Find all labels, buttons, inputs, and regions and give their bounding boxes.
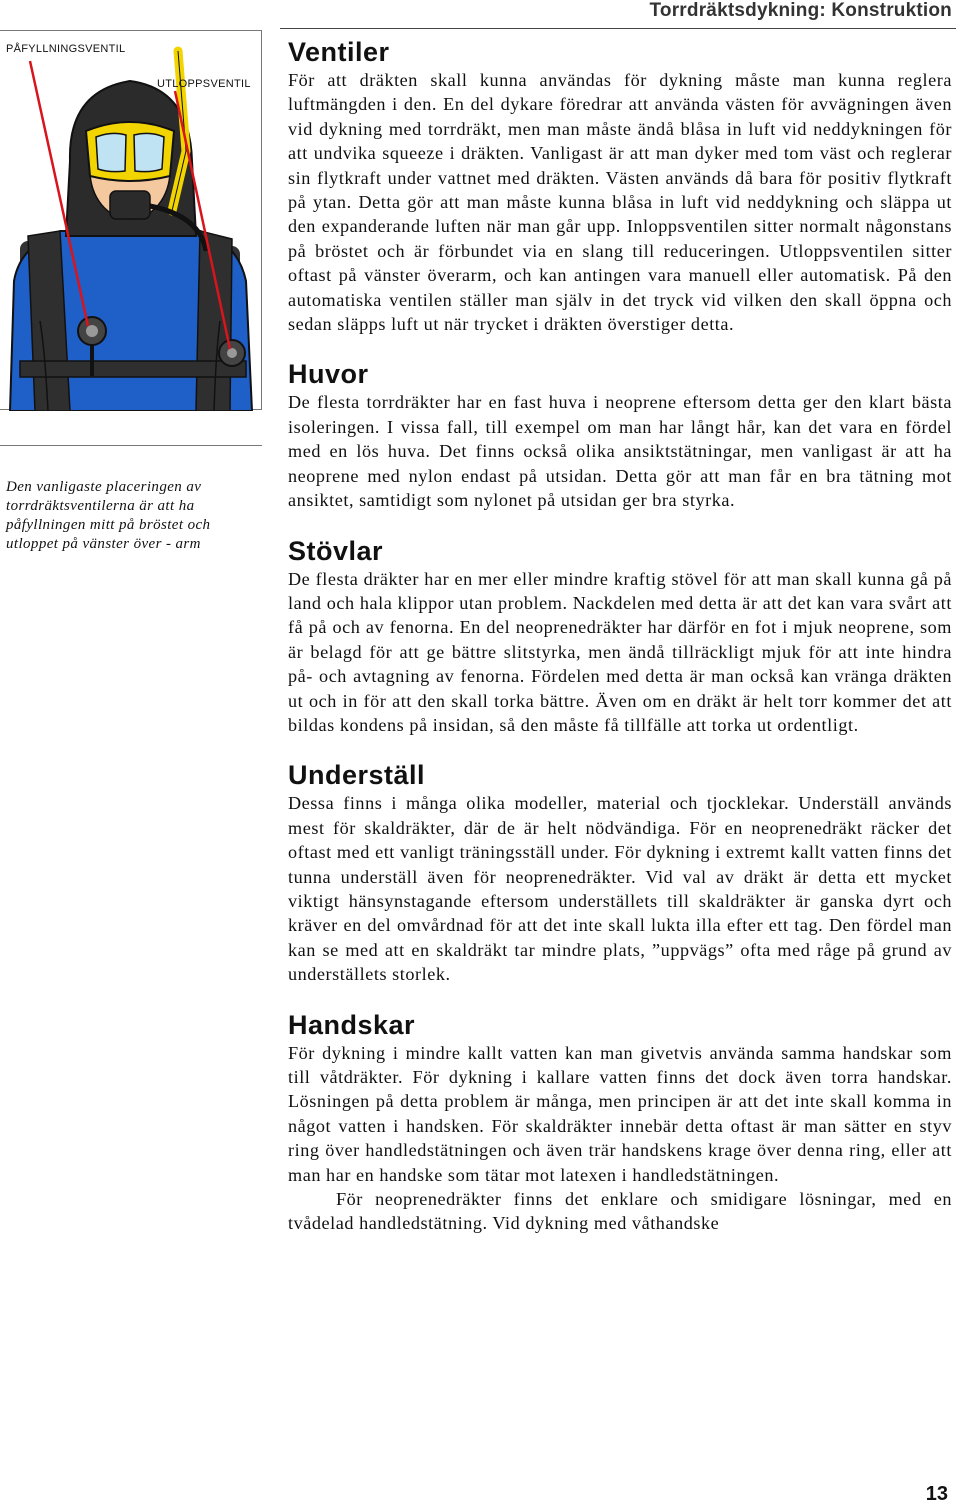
section-underställ — [288, 759, 952, 986]
section-heading: Huvor — [288, 359, 369, 390]
section-huvor — [288, 358, 952, 512]
page-number: 13 — [925, 1483, 948, 1505]
section-paragraph: För dykning i mindre kallt vatten kan man givetvis använda samma handskar som till våtdräkter. För dykning i kallare vatten finns det dock även torra handskar. Lösningen på detta problem är många, men principen är att det inte skall komma in något vatten i handsken. För skaldräkter innebär detta oftast är man sätter en styv ring över handledstätningen och även trär handskens krage över denna ring, eller att man har en handske som tätar mot latexen i handledstätningen. — [288, 1042, 952, 1185]
running-header: Torrdräktsdykning: Konstruktion — [649, 0, 952, 21]
section-paragraph: Dessa finns i många olika modeller, material och tjocklekar. Underställ används mest för skaldräkter, där de är helt nödvändiga. För en neoprenedräkt räcker det oftast med ett vanligt träningsställ under. För dykning i extremt kallt vatten finns det tunna underställ även för neoprenedräkter. Vid val av dräkt är detta ett mycket viktigt hänsynstagande eftersom underställets till skaldräkter är ganska dyrt och kräver en del omvårdnad för att det inte skall lukta illa efter ett tag. Den fördel man kan se med att en skaldräkt tar mindre plats, ”uppvägs” ofta med råge på grund av underställets storlek. — [288, 793, 952, 985]
inlet-valve-label: PÅFYLLNINGSVENTIL — [6, 43, 126, 55]
section-stovlar — [288, 535, 952, 738]
diver-figure — [0, 30, 262, 410]
section-heading: Stövlar — [288, 535, 384, 566]
section-handskar — [288, 1009, 952, 1236]
section-paragraph: För neoprenedräkter finns det enklare och smidigare lösningar, med en tvådelad handledstätning. Vid dykning med våthandske — [288, 1189, 952, 1234]
main-content — [288, 36, 952, 1258]
section-heading: Handskar — [288, 1009, 416, 1040]
section-paragraph: För att dräkten skall kunna användas för dykning måste man kunna reglera luftmängden i den. En del dykare föredrar att använda västen för avvägningen även vid dykning med torrdräkt, men man måste ändå blåsa in luft vid neddykningen för att undvika squeeze i dräkten. Vanligast är att man dyker med tom väst och reglerar sin flytkraft under vattnet med dräkten. Västen används då bara för positiv flytkraft på ytan. Detta gör att man måste kunna blåsa in luft vid neddykning och släppa ut den expanderande luften när man går upp. Inloppsventilen sitter normalt någonstans på bröstet och är förbundet via en slang till reduceringen. Utloppsventilen sitter oftast på vänster överarm, och kan antingen vara manuell eller automatisk. På den automatiska ventilen ställer man själv in det tryck vid vilken den skall öppna och sedan släpps luft ut när trycket i dräkten överstiger detta. — [288, 70, 952, 335]
section-paragraph: De flesta torrdräkter har en fast huva i neoprene eftersom detta ger den klart bästa isoleringen. I vissa fall, till exempel om man har långt hår, kan det vara en fördel med en lös huva. Det finns också olika ansiktstätningar, men vanligast är att ha neoprene med nylon endast på utsidan. Detta gör att man får en bra tätning mot ansiktet, samtidigt som nylonet på utsidan ger bra styrka. — [288, 392, 952, 511]
caption-rule — [0, 445, 262, 446]
header-rule — [280, 28, 956, 29]
section-heading: Ventiler — [288, 37, 390, 67]
section-paragraph: De flesta dräkter har en mer eller mindre kraftig stövel för att man skall kunna gå på land och hala klippor utan problem. Nackdelen med detta är att det kan vara svårt att få på och av fenorna. En del neoprenedräkter har därför en fot i mjuk neoprene, som är belagd för att ge bättre slitstyrka, men ändå tillräckligt mjuk för att inte hindra på- och avtagning av fenorna. Fördelen med detta är man också kan vränga dräkten ut och in för att den skall torka bättre. Även om en dräkt är helt torr kommer det att bildas kondens på insidan, så den måste få tillfälle att torka ut ordentligt. — [288, 568, 952, 735]
section-heading: Underställ — [288, 760, 426, 791]
section-ventiler — [288, 36, 952, 336]
outlet-valve-label: UTLOPPSVENTIL — [157, 78, 251, 90]
figure-caption: Den vanligaste placeringen av torrdräktsventilerna är att ha påfyllningen mitt på bröstet och utloppet på vänster över - arm — [6, 479, 211, 552]
